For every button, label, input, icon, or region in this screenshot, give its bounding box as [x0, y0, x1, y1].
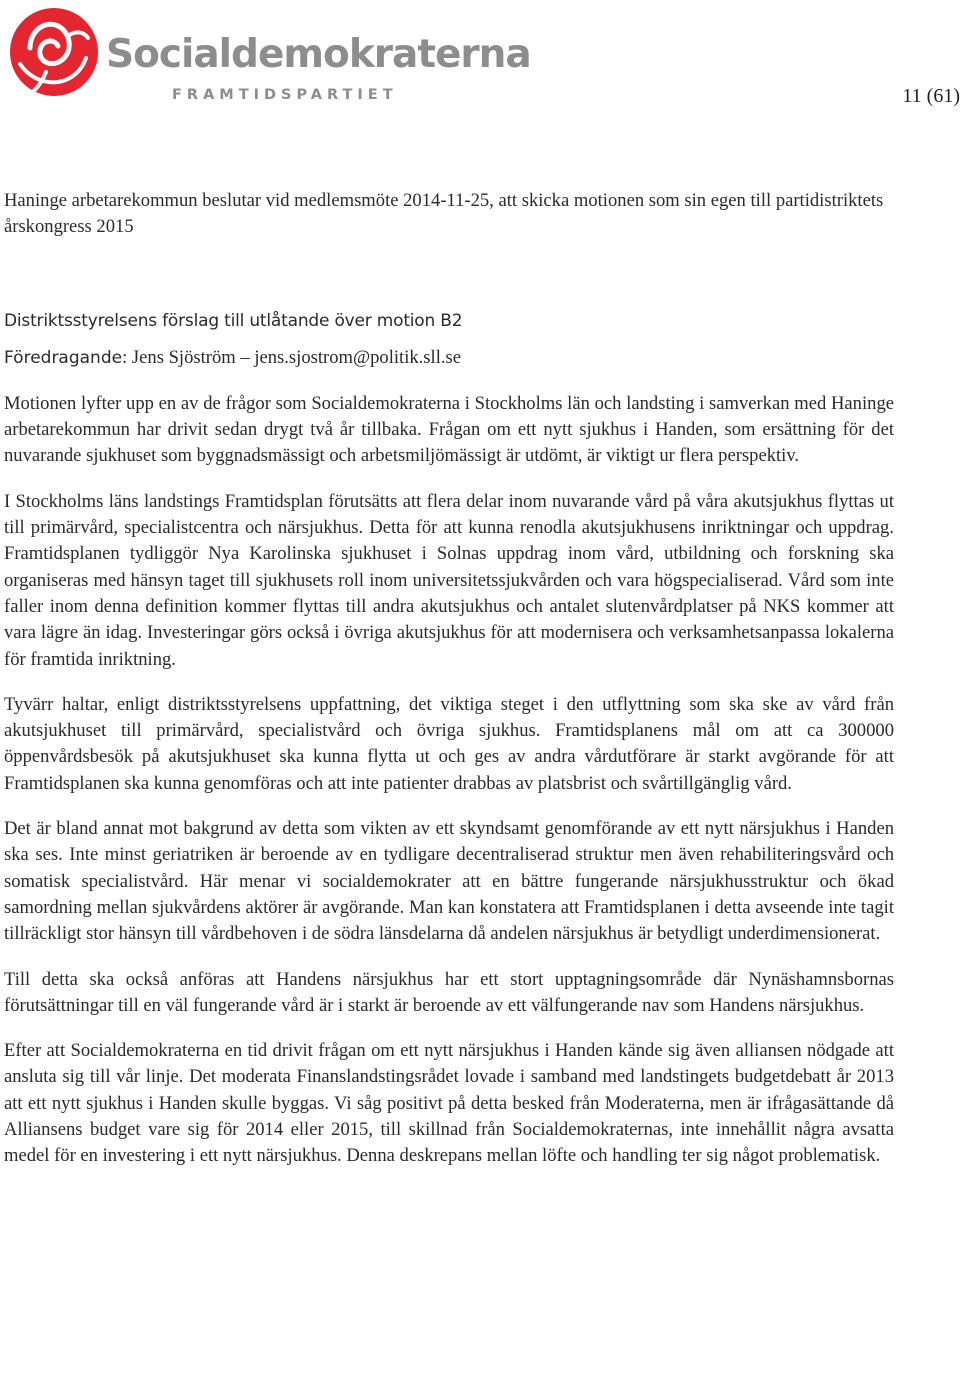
document-body: [4, 188, 894, 1189]
body-paragraph: Efter att Socialdemokraterna en tid drivit frågan om ett nytt närsjukhus i Handen kände sig även alliansen nödgade att ansluta sig till vår linje. Det moderata Finanslandstingsrådet lovade i samband med landstingets budgetdebatt år 2013 att ett nytt sjukhus i Handen skulle byggas. Vi såg positivt på detta besked från Moderaterna, men är ifrågasättande då Alliansens budget vare sig för 2014 eller 2015, till skillnad från Socialdemokraternas, inte innehållit några avsatta medel för en investering i ett nytt närsjukhus. Denna deskrepans mellan löfte och handling ter sig något problematisk.: [4, 1040, 894, 1167]
rose-icon: [6, 6, 102, 102]
section-heading: Distriktsstyrelsens förslag till utlåtande över motion B2: [4, 310, 463, 331]
body-paragraph: Motionen lyfter upp en av de frågor som Socialdemokraterna i Stockholms län och landsting i samverkan med Haninge arbetarekommun har drivit sedan drygt två år tillbaka. Frågan om ett nytt sjukhus i Handen, som ersättning för det nuvarande sjukhuset som byggnadsmässigt och arbetsmiljömässigt är utdömt, är viktigt ur flera perspektiv.: [4, 392, 894, 467]
body-paragraph: Det är bland annat mot bakgrund av detta som vikten av ett skyndsamt genomförande av ett nytt närsjukhus i Handen ska ses. Inte minst geriatriken är beroende av en tydligare decentraliserad struktur men även rehabiliteringsvård och somatisk specialistvård. Här menar vi socialdemokrater att en bättre fungerande närsjukhusstruktur och ökad samordning mellan sjukvårdens aktörer är avgörande. Man kan konstatera att Framtidsplanen i detta avseende inte tagit tillräckligt stor hänsyn till vårdbehoven i de södra länsdelarna då andelen närsjukhus är betydligt underdimensionerat.: [4, 818, 894, 945]
body-paragraph: I Stockholms läns landstings Framtidsplan förutsätts att flera delar inom nuvarande vård på våra akutsjukhus flyttas ut till primärvård, specialistcentra och närsjukhus. Detta för att kunna renodla akutsjukhusens inriktningar och uppdrag. Framtidsplanen tydliggör Nya Karolinska sjukhuset i Solnas uppdrag inom vård, utbildning och forskning ska organiseras med hänsyn taget till sjukhusets roll inom universitetssjukvården och vara högspecialiserad. Vård som inte faller inom denna definition kommer flyttas till andra akutsjukhus och antalet slutenvårdplatser på NKS kommer att vara lägre än idag. Investeringar görs också i övriga akutsjukhus för att modernisera och verksamhetsanpassa lokalerna för framtida inriktning.: [4, 490, 894, 670]
body-paragraph: Tyvärr haltar, enligt distriktsstyrelsens uppfattning, det viktiga steget i den utflyttning som ska ske av vård från akutsjukhuset till primärvård, specialistvård och övriga sjukhus. Framtidsplanens mål om att ca 300000 öppenvårdsbesök på akutsjukhuset ska kunna flytta ut och ges av andra vårdutförare är starkt avgörande för att Framtidsplanen ska kunna genomföras och att inte patienter drabbas av platsbrist och svårtillgänglig vård.: [4, 693, 894, 794]
party-logo: [6, 6, 531, 106]
page-number: 11 (61): [902, 85, 960, 107]
body-paragraph: Till detta ska också anföras att Handens närsjukhus har ett stort upptagningsområde där Nynäshamnsbornas förutsättningar till en väl fungerande vård är i starkt är beroende av ett välfungerande nav som Handens närsjukhus.: [4, 968, 894, 1016]
speaker-line: [4, 345, 894, 371]
intro-paragraph: Haninge arbetarekommun beslutar vid medlemsmöte 2014-11-25, att skicka motionen som sin egen till partidistriktets årskongress 2015: [4, 190, 884, 238]
logo-subtitle: FRAMTIDSPARTIET: [172, 87, 398, 103]
speaker-label: Föredragande: [4, 347, 123, 368]
logo-wordmark: Socialdemokraterna: [106, 32, 531, 77]
speaker-text: : Jens Sjöström – jens.sjostrom@politik.sll.se: [122, 346, 462, 368]
